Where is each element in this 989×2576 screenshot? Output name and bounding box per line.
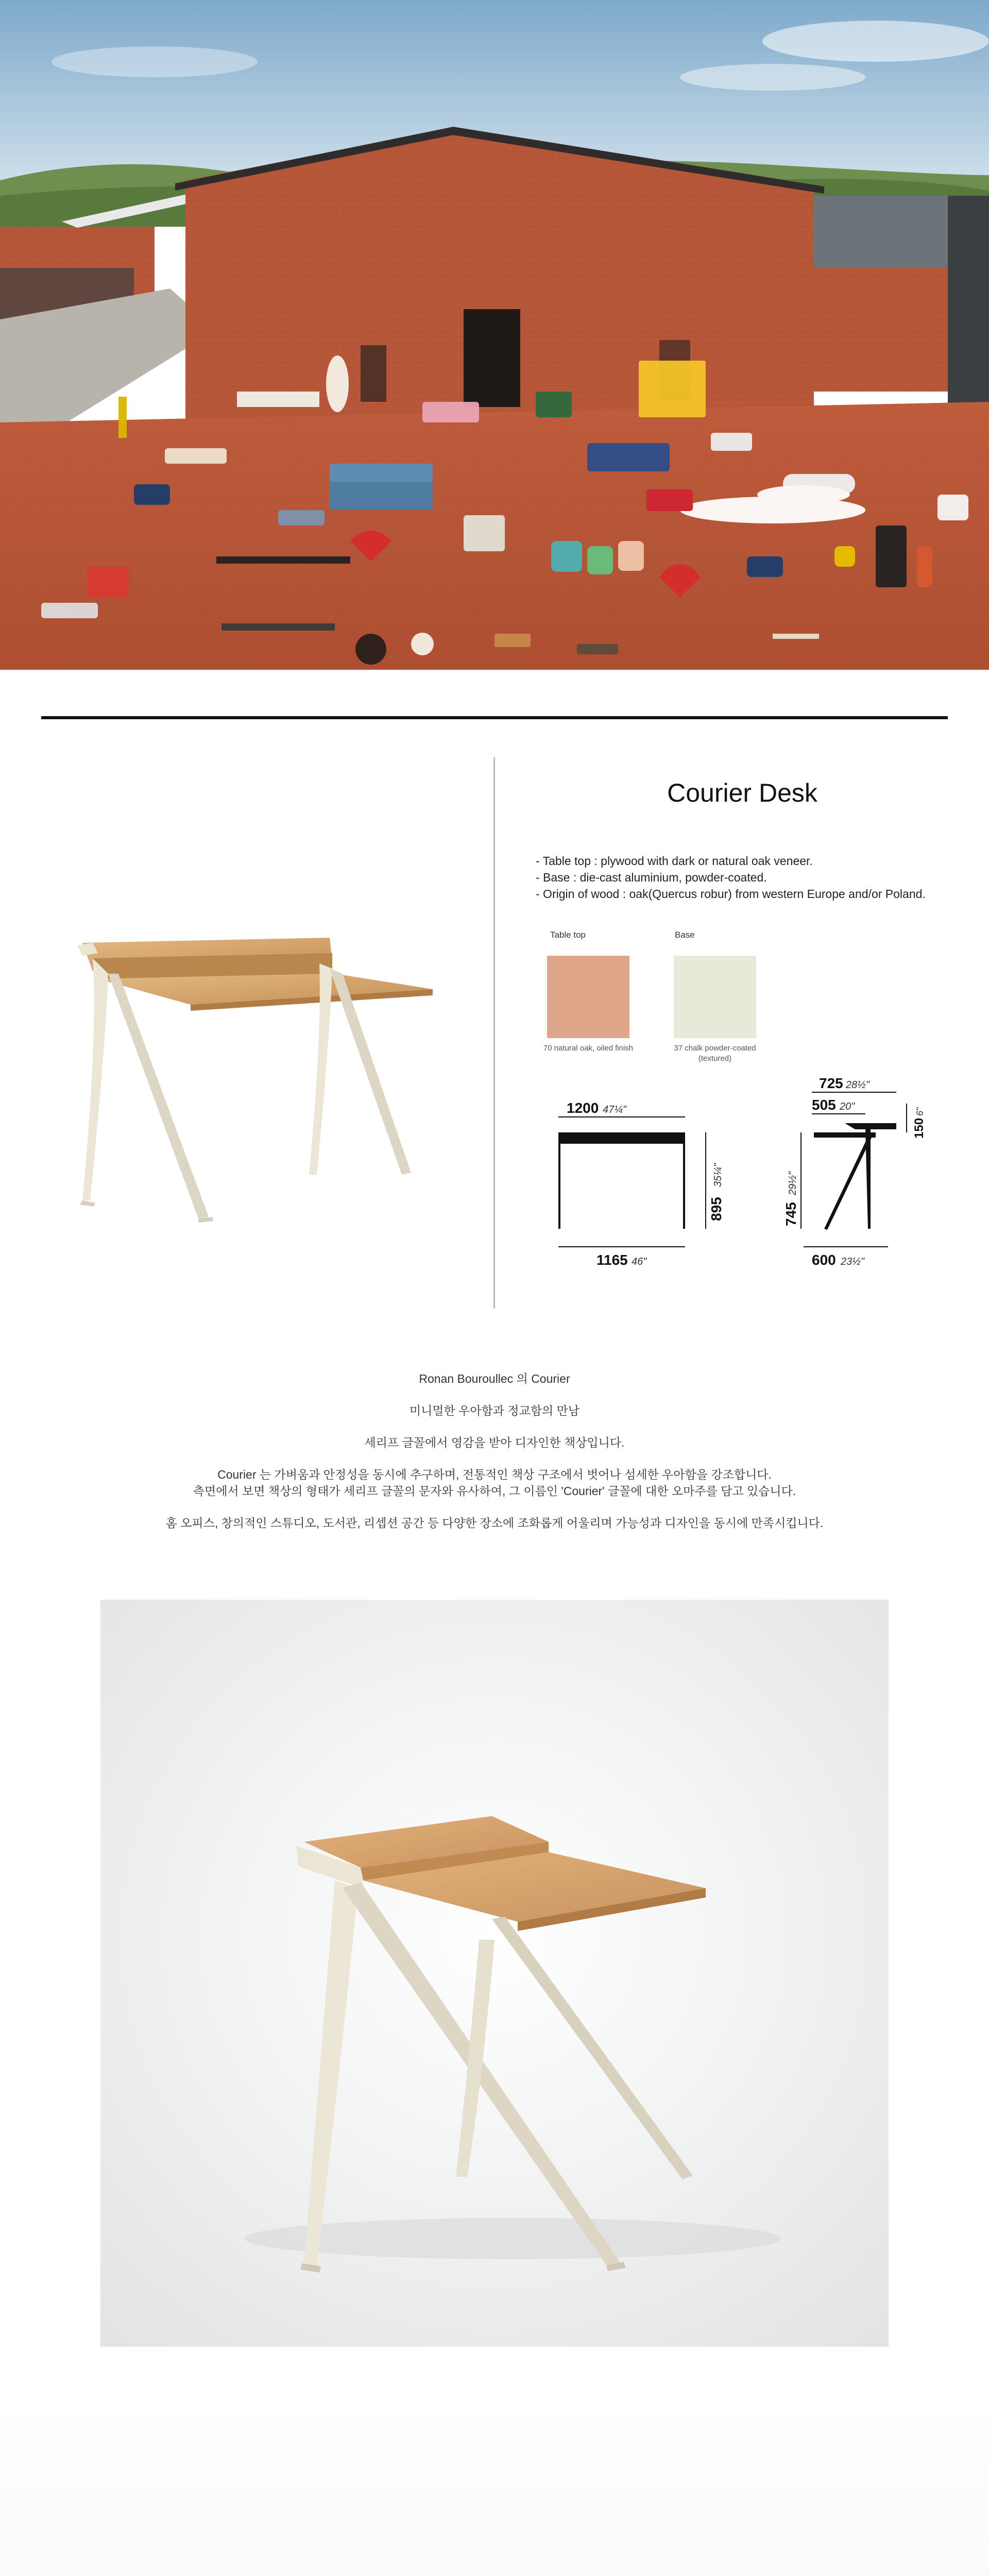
finish-caption-chalk: 37 chalk powder-coated (textured)	[674, 1044, 756, 1063]
description-headline: 미니멀한 우아함과 정교함의 만남	[409, 1404, 580, 1417]
dim-depth-total: 725	[819, 1075, 843, 1091]
section-divider	[41, 716, 948, 719]
finish-swatch-chalk	[674, 956, 756, 1038]
dim-height-in: 35¼"	[712, 1163, 724, 1187]
dim-depth-top-in: 20"	[840, 1101, 855, 1112]
spec-bullet-list	[536, 853, 968, 902]
spec-vertical-divider	[493, 757, 495, 1309]
dimension-drawings	[536, 1072, 958, 1298]
front-view-drawing	[558, 1100, 724, 1268]
hero-photo	[0, 0, 989, 670]
dim-step-in: 6"	[915, 1107, 925, 1116]
description-body-line: 측면에서 보면 책상의 형태가 세리프 글꼴의 문자와 유사하여, 그 이름인 'Courier' 글꼴에 대한 오마주를 담고 있습니다.	[193, 1484, 796, 1498]
designer-line: Ronan Bouroullec 의 Courier	[419, 1372, 570, 1385]
dim-seat-height: 745	[783, 1202, 799, 1226]
dim-depth-base: 600	[812, 1252, 836, 1268]
finish-caption-oak: 70 natural oak, oiled finish	[543, 1044, 634, 1053]
spec-bullet: - Base : die-cast aluminium, powder-coated.	[536, 871, 767, 884]
finish-label-base: Base	[675, 930, 695, 940]
dim-width-base-in: 46"	[632, 1256, 647, 1267]
dim-width-base: 1165	[596, 1252, 628, 1268]
finish-label-top: Table top	[550, 930, 586, 940]
finish-swatch-oak	[547, 956, 629, 1038]
description-section	[0, 1370, 989, 1531]
spec-bullet: - Origin of wood : oak(Quercus robur) from western Europe and/or Poland.	[536, 887, 926, 901]
description-body-line: Courier 는 가벼움과 안정성을 동시에 추구하며, 전통적인 책상 구조에서 벗어나 섬세한 우아함을 강조합니다.	[217, 1468, 772, 1481]
product-title: Courier Desk	[667, 778, 817, 807]
side-view-drawing	[783, 1075, 926, 1268]
description-tagline: 세리프 글꼴에서 영감을 받아 디자인한 책상입니다.	[364, 1436, 625, 1449]
dim-width-top: 1200	[567, 1100, 599, 1116]
dim-seat-height-in: 29½"	[787, 1171, 798, 1195]
dim-depth-total-in: 28½"	[846, 1079, 870, 1091]
desk-front-photo	[0, 2401, 989, 2576]
dim-depth-top: 505	[812, 1097, 836, 1113]
desk-side-photo	[100, 1600, 889, 2347]
dim-depth-base-in: 23½"	[841, 1256, 865, 1267]
spec-section	[0, 757, 989, 1314]
spec-bullet: - Table top : plywood with dark or natural oak veneer.	[536, 854, 813, 868]
desk-product-render	[62, 933, 453, 1242]
description-body	[0, 1466, 989, 1499]
dim-step: 150	[912, 1117, 926, 1139]
hero-illustration	[0, 0, 989, 670]
description-usage: 홈 오피스, 창의적인 스튜디오, 도서관, 리셉션 공간 등 다양한 장소에 조화롭게 어울리며 가능성과 디자인을 동시에 만족시킵니다.	[165, 1516, 824, 1530]
dim-width-top-in: 47¼"	[603, 1104, 627, 1115]
dim-height: 895	[708, 1197, 724, 1221]
